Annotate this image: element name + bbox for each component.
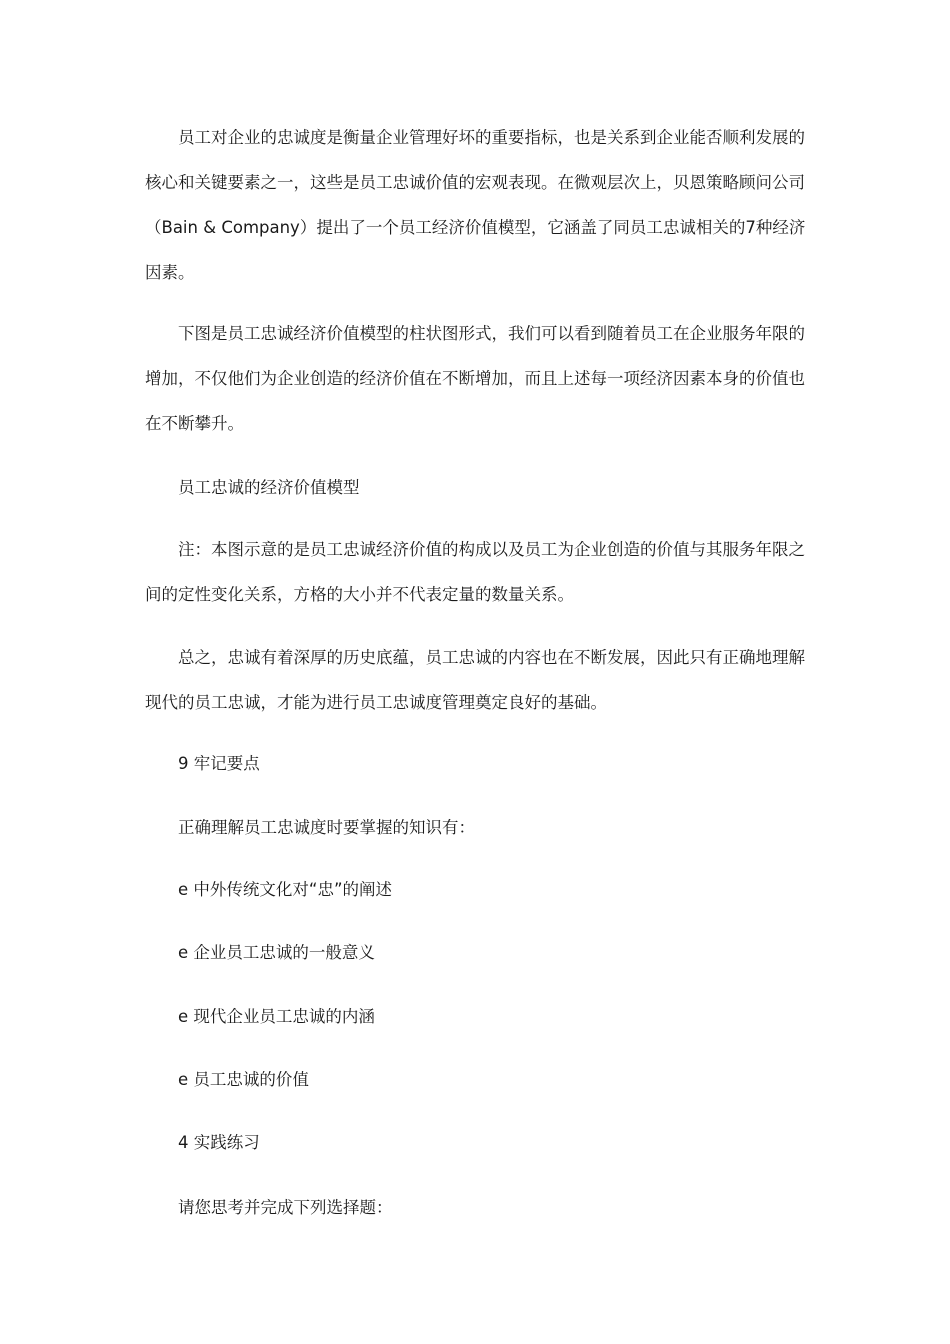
paragraph-conclusion: 总之，忠诚有着深厚的历史底蕴，员工忠诚的内容也在不断发展，因此只有正确地理解现代的员工忠诚，才能为进行员工忠诚度管理奠定良好的基础。 bbox=[145, 648, 805, 712]
key-point-item: e 企业员工忠诚的一般意义 bbox=[178, 943, 375, 962]
paragraph-bar-chart-description: 下图是员工忠诚经济价值模型的柱状图形式，我们可以看到随着员工在企业服务年限的增加，不仅他们为企业创造的经济价值在不断增加，而且上述每一项经济因素本身的价值也在不断攀升。 bbox=[145, 324, 805, 433]
key-point-item: e 现代企业员工忠诚的内涵 bbox=[178, 1007, 375, 1026]
figure-title: 员工忠诚的经济价值模型 bbox=[178, 478, 360, 497]
key-point-item: e 中外传统文化对“忠”的阐述 bbox=[178, 880, 392, 899]
key-points-heading: 9 牢记要点 bbox=[178, 754, 260, 773]
key-point-item: e 员工忠诚的价值 bbox=[178, 1070, 309, 1089]
practice-intro: 请您思考并完成下列选择题： bbox=[178, 1198, 393, 1217]
paragraph-employee-loyalty-intro: 员工对企业的忠诚度是衡量企业管理好坏的重要指标，也是关系到企业能否顺利发展的核心和关键要素之一，这些是员工忠诚价值的宏观表现。在微观层次上，贝恩策略顾问公司（Bain & Company）提出了一个员工经济价值模型，它涵盖了同员工忠诚相关的7种经济因素。 bbox=[145, 128, 806, 282]
figure-note: 注：本图示意的是员工忠诚经济价值的构成以及员工为企业创造的价值与其服务年限之间的定性变化关系，方格的大小并不代表定量的数量关系。 bbox=[145, 540, 805, 604]
practice-heading: 4 实践练习 bbox=[178, 1133, 260, 1152]
key-points-intro: 正确理解员工忠诚度时要掌握的知识有： bbox=[178, 818, 475, 837]
